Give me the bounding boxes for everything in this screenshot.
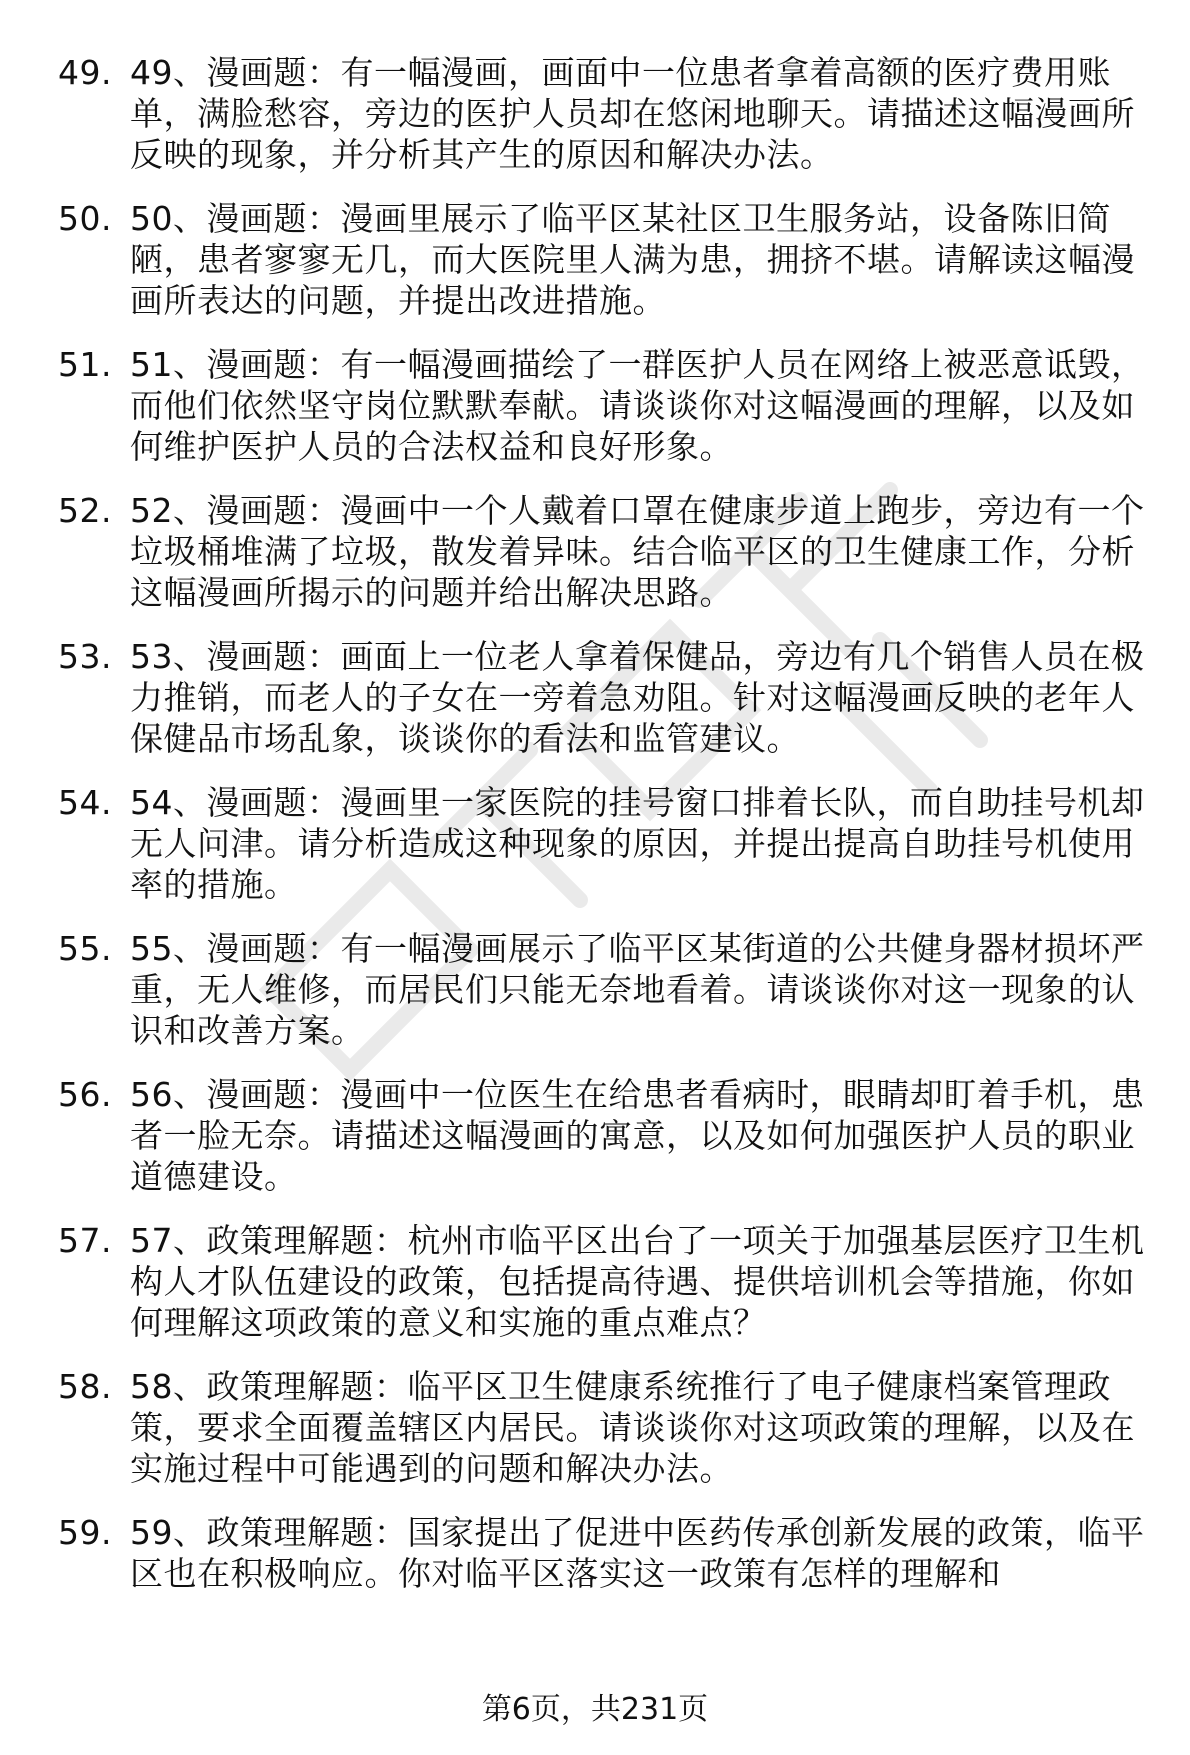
question-item-56 xyxy=(58,1074,1158,1197)
question-item-58 xyxy=(58,1366,1158,1489)
question-number: 55. xyxy=(58,929,112,968)
question-list xyxy=(58,52,1158,1617)
question-item-50 xyxy=(58,198,1158,321)
question-text: 57、政策理解题：杭州市临平区出台了一项关于加强基层医疗卫生机构人才队伍建设的政策，包括提高待遇、提供培训机会等措施，你如何理解这项政策的意义和实施的重点难点？ xyxy=(130,1221,1145,1342)
question-text: 51、漫画题：有一幅漫画描绘了一群医护人员在网络上被恶意诋毁，而他们依然坚守岗位默默奉献。请谈谈你对这幅漫画的理解，以及如何维护医护人员的合法权益和良好形象。 xyxy=(130,345,1145,466)
question-text: 52、漫画题：漫画中一个人戴着口罩在健康步道上跑步，旁边有一个垃圾桶堆满了垃圾，散发着异味。结合临平区的卫生健康工作，分析这幅漫画所揭示的问题并给出解决思路。 xyxy=(130,491,1145,612)
question-item-59 xyxy=(58,1512,1158,1594)
question-text: 58、政策理解题：临平区卫生健康系统推行了电子健康档案管理政策，要求全面覆盖辖区内居民。请谈谈你对这项政策的理解，以及在实施过程中可能遇到的问题和解决办法。 xyxy=(130,1367,1135,1488)
question-number: 56. xyxy=(58,1075,112,1114)
question-text: 59、政策理解题：国家提出了促进中医药传承创新发展的政策，临平区也在积极响应。你对临平区落实这一政策有怎样的理解和 xyxy=(130,1513,1145,1593)
question-text: 49、漫画题：有一幅漫画，画面中一位患者拿着高额的医疗费用账单，满脸愁容，旁边的医护人员却在悠闲地聊天。请描述这幅漫画所反映的现象，并分析其产生的原因和解决办法。 xyxy=(130,53,1135,174)
question-item-49 xyxy=(58,52,1158,175)
question-number: 59. xyxy=(58,1513,112,1552)
question-item-54 xyxy=(58,782,1158,905)
question-number: 53. xyxy=(58,637,112,676)
question-text: 50、漫画题：漫画里展示了临平区某社区卫生服务站，设备陈旧简陋，患者寥寥无几，而大医院里人满为患，拥挤不堪。请解读这幅漫画所表达的问题，并提出改进措施。 xyxy=(130,199,1135,320)
page-number-footer: 第6页，共231页 xyxy=(481,1692,709,1727)
question-text: 56、漫画题：漫画中一位医生在给患者看病时，眼睛却盯着手机，患者一脸无奈。请描述这幅漫画的寓意，以及如何加强医护人员的职业道德建设。 xyxy=(130,1075,1145,1196)
question-item-51 xyxy=(58,344,1158,467)
question-number: 52. xyxy=(58,491,112,530)
question-item-53 xyxy=(58,636,1158,759)
question-text: 53、漫画题：画面上一位老人拿着保健品，旁边有几个销售人员在极力推销，而老人的子女在一旁着急劝阻。针对这幅漫画反映的老年人保健品市场乱象，谈谈你的看法和监管建议。 xyxy=(130,637,1145,758)
question-number: 49. xyxy=(58,53,112,92)
question-number: 58. xyxy=(58,1367,112,1406)
question-number: 57. xyxy=(58,1221,112,1260)
question-item-52 xyxy=(58,490,1158,613)
question-item-55 xyxy=(58,928,1158,1051)
question-item-57 xyxy=(58,1220,1158,1343)
question-number: 51. xyxy=(58,345,112,384)
question-text: 54、漫画题：漫画里一家医院的挂号窗口排着长队，而自助挂号机却无人问津。请分析造成这种现象的原因，并提出提高自助挂号机使用率的措施。 xyxy=(130,783,1145,904)
question-number: 50. xyxy=(58,199,112,238)
question-text: 55、漫画题：有一幅漫画展示了临平区某街道的公共健身器材损坏严重，无人维修，而居民们只能无奈地看着。请谈谈你对这一现象的认识和改善方案。 xyxy=(130,929,1145,1050)
question-number: 54. xyxy=(58,783,112,822)
